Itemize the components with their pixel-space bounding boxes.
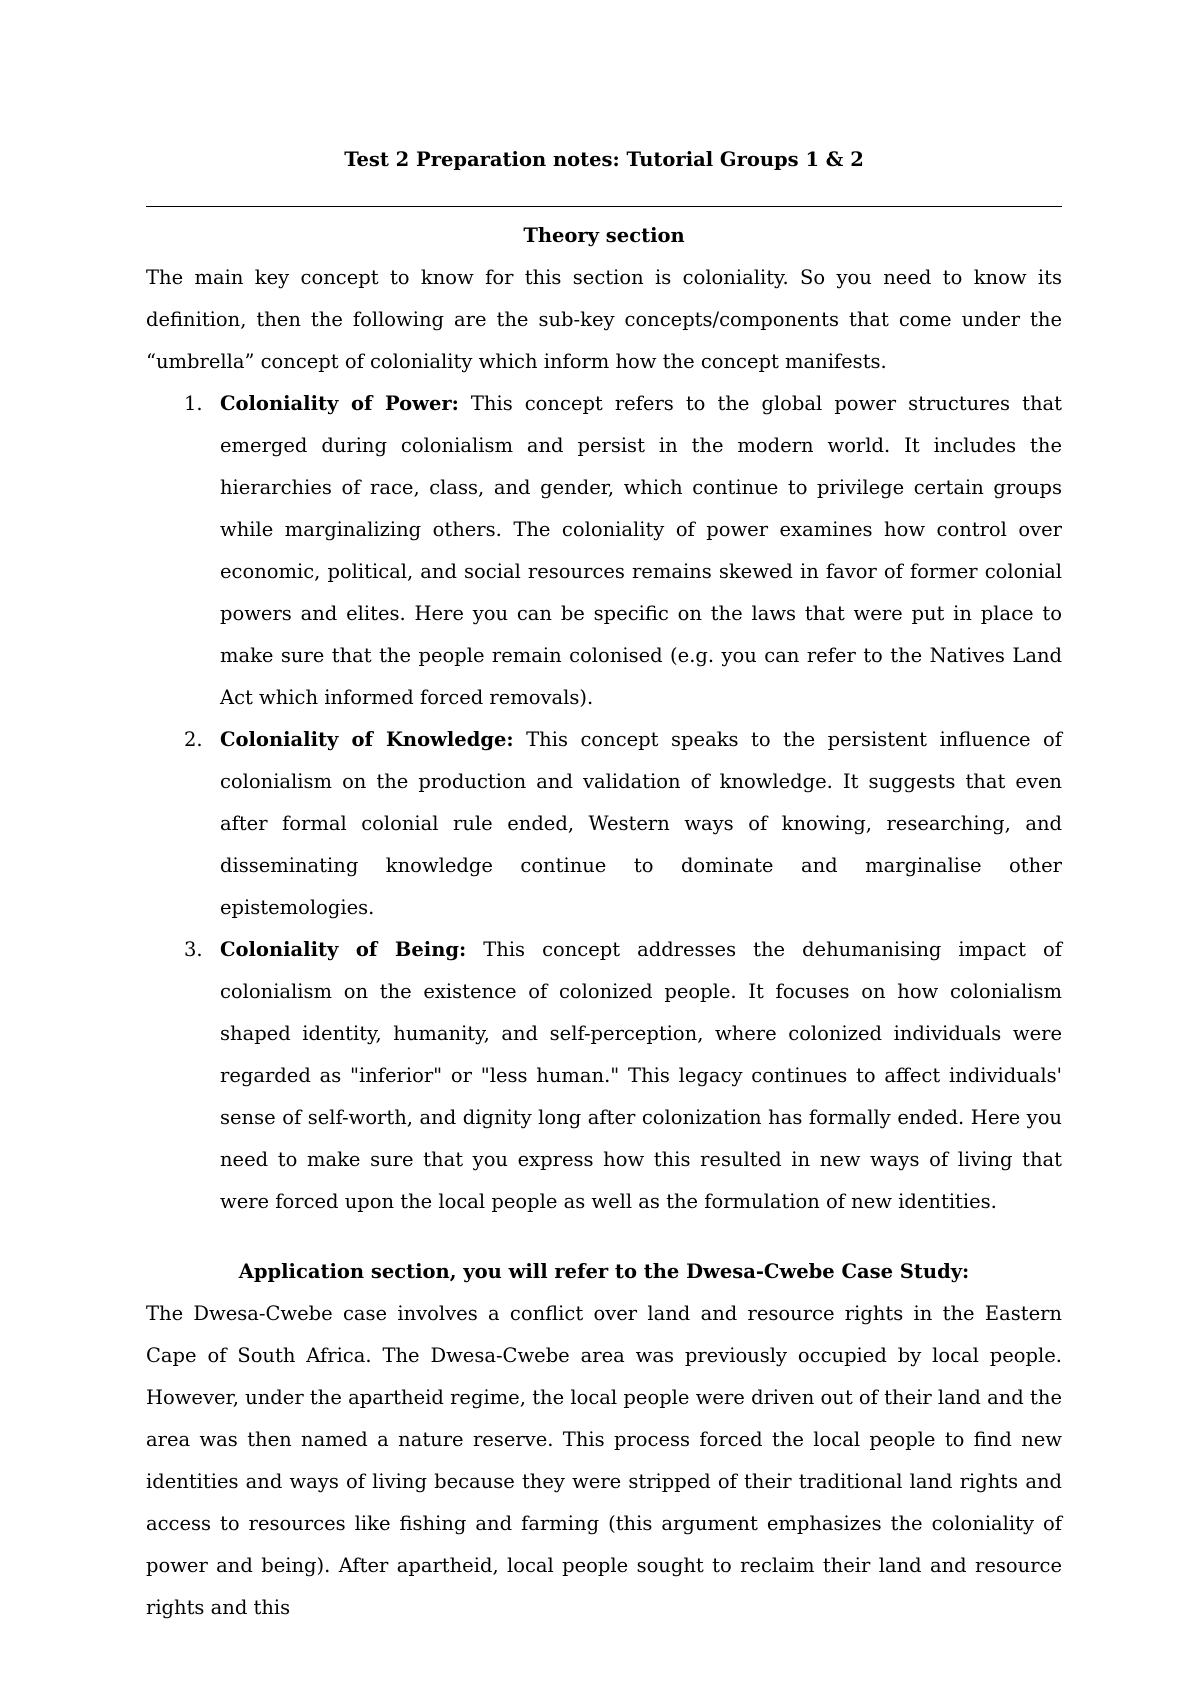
title-divider [146, 206, 1062, 207]
concept-description: This concept speaks to the persistent influence of colonialism on the production and validation of knowledge. It suggests that even after formal colonial rule ended, Western ways of knowing, researching, and disseminating knowledge continue to dominate and marginalise other epistemologies. [220, 728, 1062, 919]
application-heading: Application section, you will refer to the Dwesa-Cwebe Case Study: [238, 1260, 970, 1283]
concept-item-knowledge [146, 719, 1062, 929]
concept-number: 1. [184, 392, 203, 415]
concept-number: 3. [184, 938, 203, 961]
concept-term: Coloniality of Knowledge: [220, 728, 514, 751]
concept-item-power [146, 383, 1062, 719]
concept-description: This concept refers to the global power structures that emerged during colonialism and persist in the modern world. It includes the hierarchies of race, class, and gender, which continue to privilege certain groups while marginalizing others. The coloniality of power examines how control over economic, political, and social resources remains skewed in favor of former colonial powers and elites. Here you can be specific on the laws that were put in place to make sure that the people remain colonised (e.g. you can refer to the Natives Land Act which informed forced removals). [220, 392, 1062, 709]
document-page [146, 130, 1062, 1629]
concept-list [146, 383, 1062, 1223]
concept-description: This concept addresses the dehumanising impact of colonialism on the existence of colonized people. It focuses on how colonialism shaped identity, humanity, and self-perception, where colonized individuals were regarded as "inferior" or "less human." This legacy continues to affect individuals' sense of self-worth, and dignity long after colonization has formally ended. Here you need to make sure that you express how this resulted in new ways of living that were forced upon the local people as well as the formulation of new identities. [220, 938, 1062, 1213]
theory-intro: The main key concept to know for this section is coloniality. So you need to know its definition, then the following are the sub-key concepts/components that come under the “umbrella” concept of coloniality which inform how the concept manifests. [146, 266, 1062, 373]
concept-number: 2. [184, 728, 203, 751]
application-text: The Dwesa-Cwebe case involves a conflict over land and resource rights in the Eastern Cape of South Africa. The Dwesa-Cwebe area was previously occupied by local people. However, under the apartheid regime, the local people were driven out of their land and the area was then named a nature reserve. This process forced the local people to find new identities and ways of living because they were stripped of their traditional land rights and access to resources like fishing and farming (this argument emphasizes the coloniality of power and being). After apartheid, local people sought to reclaim their land and resource rights and this [146, 1302, 1062, 1619]
theory-heading: Theory section [523, 224, 685, 247]
concept-item-being [146, 929, 1062, 1223]
document-title: Test 2 Preparation notes: Tutorial Groups 1 & 2 [344, 148, 864, 171]
concept-term: Coloniality of Power: [220, 392, 459, 415]
concept-term: Coloniality of Being: [220, 938, 467, 961]
